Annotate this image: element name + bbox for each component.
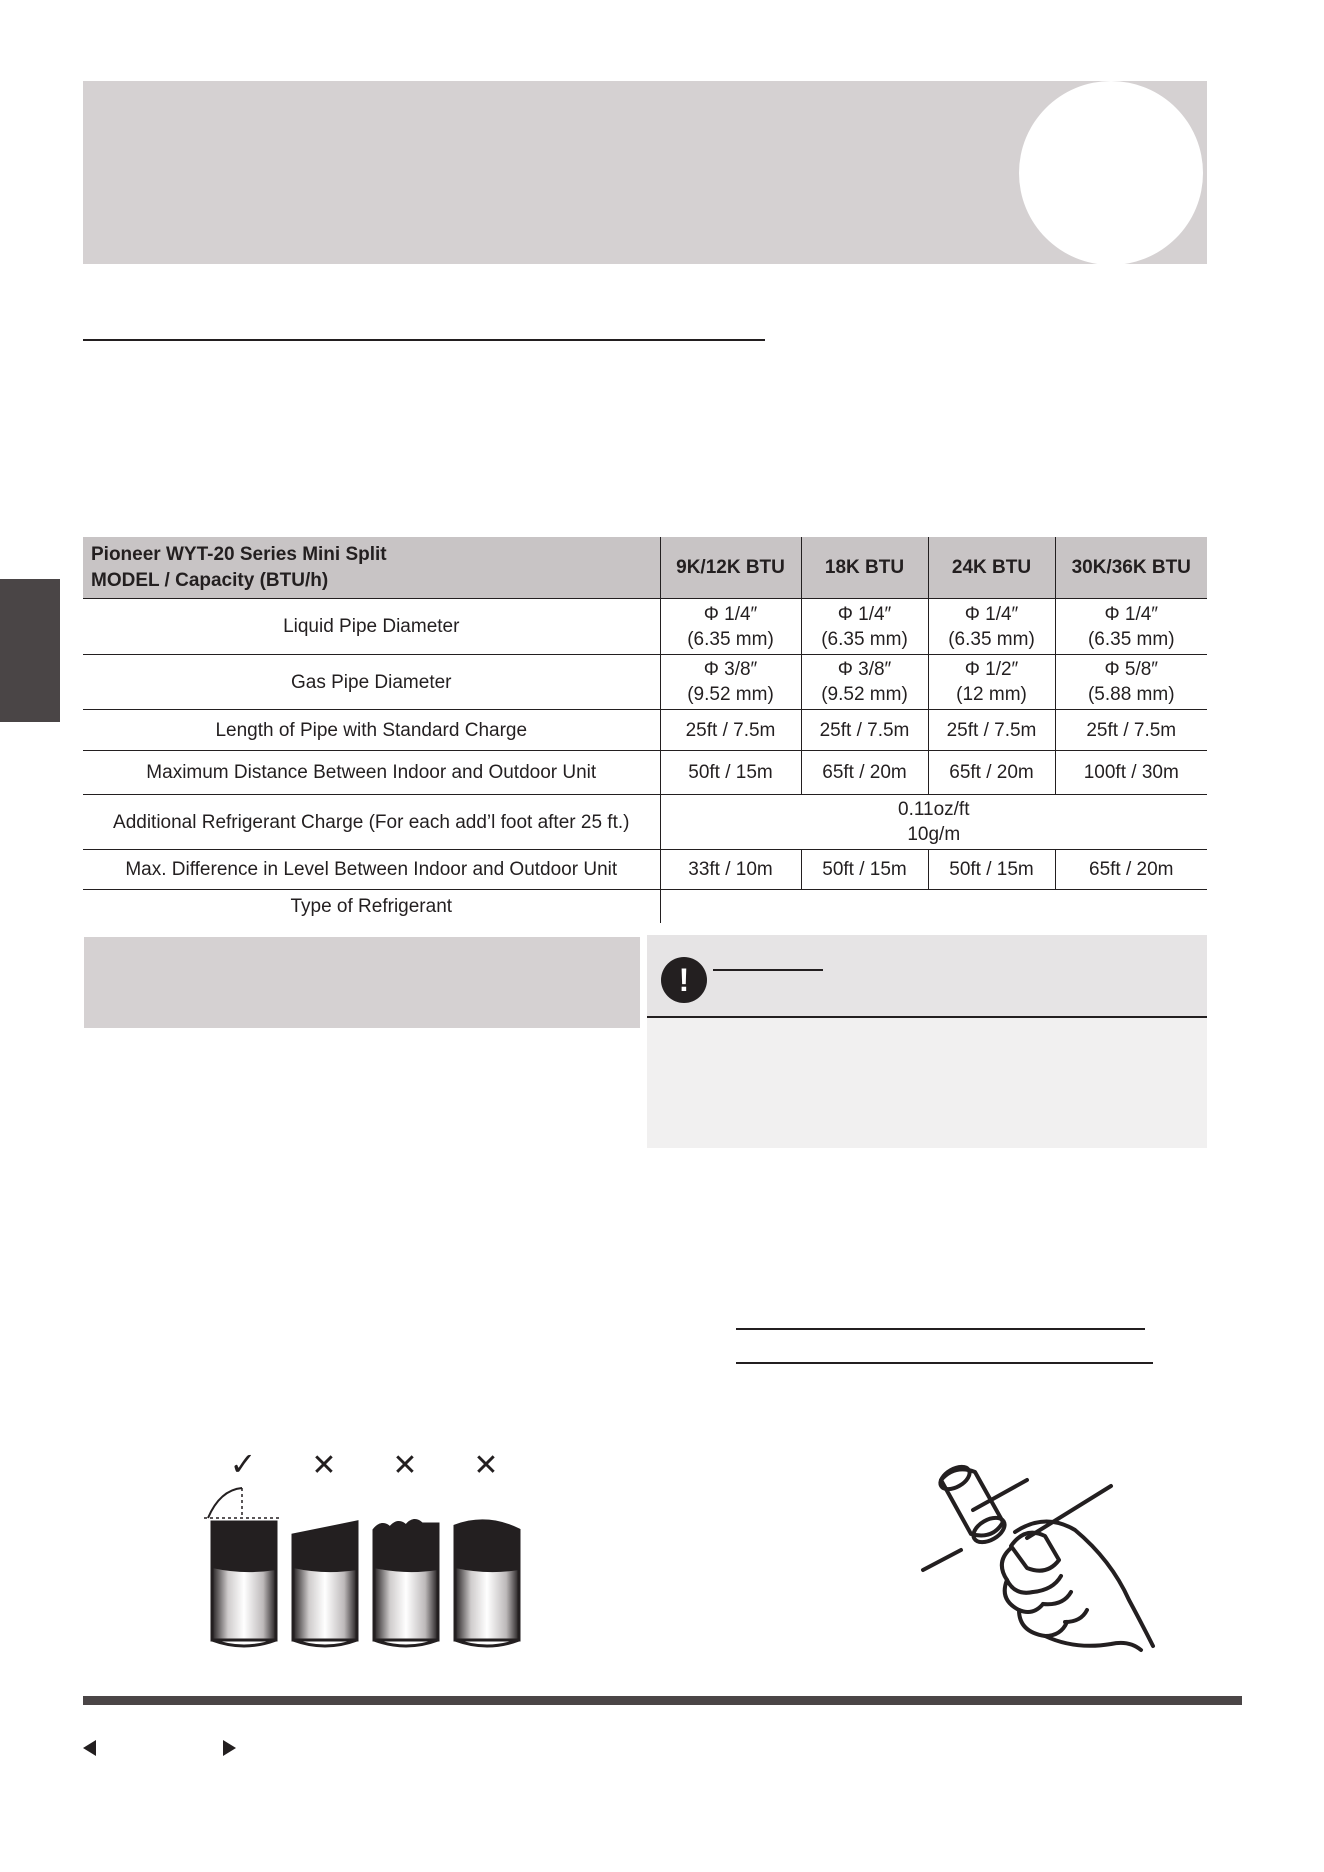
pipe-slanted-cut — [293, 1522, 357, 1646]
capacity-header: 24K BTU — [928, 537, 1055, 599]
cross-icon: ✕ — [311, 1448, 337, 1483]
table-cell: 25ft / 7.5m — [801, 710, 928, 751]
chapter-side-tab — [0, 579, 60, 722]
note-header — [647, 935, 1207, 1018]
pipe-cut-illustration — [200, 1440, 540, 1660]
note-body — [647, 1018, 1207, 1148]
cell-line: Φ 1/2″ — [964, 659, 1019, 680]
row-label-additional-charge: Additional Refrigerant Charge (For each add’l foot after 25 ft.) — [83, 795, 660, 850]
table-row — [83, 751, 1207, 795]
table-row — [83, 710, 1207, 751]
table-cell: 50ft / 15m — [660, 751, 801, 795]
cell-line: (5.88 mm) — [1087, 684, 1175, 705]
cell-line: (9.52 mm) — [687, 684, 774, 705]
row-label-gas-pipe: Gas Pipe Diameter — [83, 655, 660, 710]
pipe-burred-cut — [455, 1521, 519, 1646]
grey-info-box — [84, 937, 640, 1028]
table-cell: 50ft / 15m — [928, 850, 1055, 890]
row-label-max-distance: Maximum Distance Between Indoor and Outdoor Unit — [83, 751, 660, 795]
triangle-right-icon[interactable] — [223, 1740, 236, 1756]
row-label-standard-charge: Length of Pipe with Standard Charge — [83, 710, 660, 751]
table-row — [83, 890, 1207, 923]
table-cell: 100ft / 30m — [1055, 751, 1207, 795]
table-row — [83, 850, 1207, 890]
row-label-liquid-pipe: Liquid Pipe Diameter — [83, 599, 660, 655]
cell-line: (6.35 mm) — [821, 628, 908, 650]
table-row — [83, 655, 1207, 710]
table-cell: 25ft / 7.5m — [660, 710, 801, 751]
table-cell: 33ft / 10m — [660, 850, 801, 890]
cell-line: Φ 5/8″ — [1104, 659, 1159, 680]
footer-bar — [83, 1696, 1242, 1705]
table-cell — [1055, 599, 1207, 655]
table-cell: 65ft / 20m — [928, 751, 1055, 795]
cell-line: Φ 3/8″ — [837, 659, 892, 680]
deburring-hand-illustration — [915, 1450, 1175, 1660]
table-row — [83, 795, 1207, 850]
table-cell — [928, 655, 1055, 710]
table-cell-merged — [660, 795, 1207, 850]
cell-line: 10g/m — [907, 824, 961, 845]
table-row — [83, 599, 1207, 655]
cell-line: Φ 1/4″ — [703, 603, 758, 625]
pipe-jagged-cut — [374, 1520, 438, 1646]
cell-line: 0.11oz/ft — [898, 799, 970, 820]
table-cell — [928, 599, 1055, 655]
table-cell-merged — [660, 890, 1207, 923]
triangle-left-icon[interactable] — [83, 1740, 96, 1756]
table-cell: 65ft / 20m — [801, 751, 928, 795]
cell-line: Φ 3/8″ — [703, 659, 758, 680]
exclamation-icon: ! — [661, 957, 707, 1003]
table-cell — [660, 655, 801, 710]
cell-line: Φ 1/4″ — [1104, 603, 1159, 625]
check-icon: ✓ — [229, 1445, 257, 1483]
table-cell — [1055, 655, 1207, 710]
table-cell — [660, 599, 801, 655]
model-header-line2: MODEL / Capacity (BTU/h) — [91, 569, 329, 591]
banner-circle — [1019, 81, 1203, 264]
pipe-spec-table — [83, 537, 1207, 923]
heading-underline — [736, 1362, 1153, 1364]
model-header-line1: Pioneer WYT-20 Series Mini Split — [91, 543, 387, 565]
table-cell: 65ft / 20m — [1055, 850, 1207, 890]
table-cell: 50ft / 15m — [801, 850, 928, 890]
table-cell: 25ft / 7.5m — [1055, 710, 1207, 751]
cell-line: (6.35 mm) — [687, 628, 774, 650]
row-label-level-difference: Max. Difference in Level Between Indoor and Outdoor Unit — [83, 850, 660, 890]
heading-underline — [736, 1328, 1145, 1330]
row-label-refrigerant-type: Type of Refrigerant — [290, 895, 453, 917]
pipe-correct-cut — [204, 1488, 282, 1646]
capacity-header: 30K/36K BTU — [1055, 537, 1207, 599]
section-title-underline — [83, 339, 765, 341]
note-title-underline — [713, 969, 823, 971]
header-banner — [83, 81, 1207, 264]
cell-line: Φ 1/4″ — [964, 603, 1019, 625]
table-cell — [801, 655, 928, 710]
table-header-row — [83, 537, 1207, 599]
capacity-header: 9K/12K BTU — [660, 537, 801, 599]
cell-line: (9.52 mm) — [821, 684, 908, 705]
cell-line: (6.35 mm) — [1087, 628, 1175, 650]
cell-line: Φ 1/4″ — [837, 603, 892, 625]
capacity-header: 18K BTU — [801, 537, 928, 599]
cross-icon: ✕ — [392, 1448, 418, 1483]
table-cell — [801, 599, 928, 655]
cell-line: (6.35 mm) — [948, 628, 1035, 650]
model-header — [83, 537, 660, 599]
cell-line: (12 mm) — [956, 684, 1027, 705]
cross-icon: ✕ — [473, 1448, 499, 1483]
table-cell: 25ft / 7.5m — [928, 710, 1055, 751]
